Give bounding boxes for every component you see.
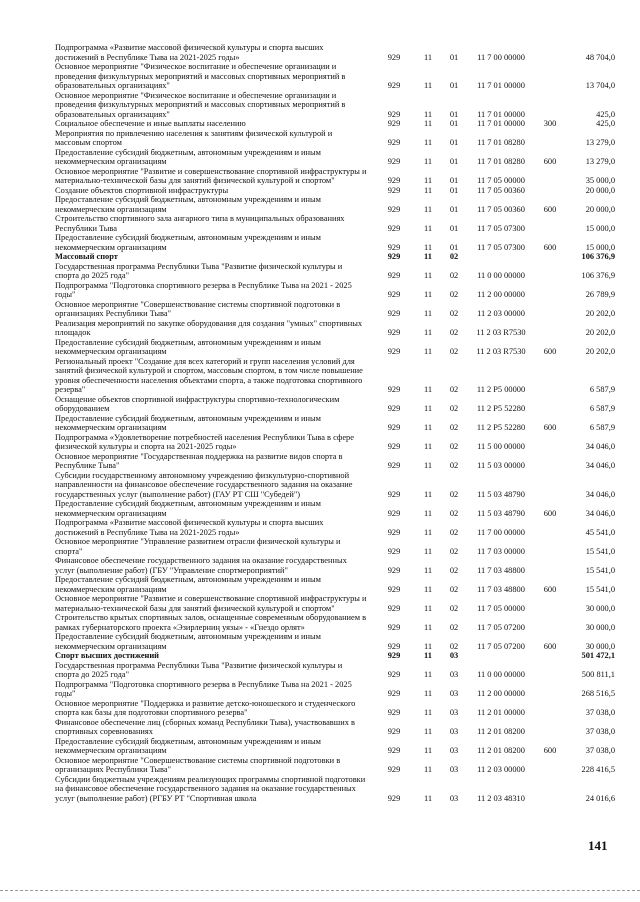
- cell-target-code: 11 7 00 00000: [477, 527, 525, 537]
- cell-subsection: 01: [449, 242, 459, 252]
- row-name: Предоставление субсидий бюджетным, автономным учреждениям и иным некоммерческим организациям: [55, 147, 321, 166]
- cell-amount: 425,0: [596, 119, 615, 128]
- cell-target-code: 11 5 03 48790: [477, 489, 525, 499]
- cell-ministry: 929: [387, 461, 401, 470]
- cell-expense-type: 600: [543, 242, 557, 252]
- cell-target-code: 11 2 03 R7530: [476, 328, 526, 337]
- cell-subsection: 02: [449, 622, 459, 632]
- cell-target-code: 11 7 03 48800: [477, 565, 525, 575]
- cell-target-code: 11 7 05 00000: [477, 176, 525, 185]
- row-name: Предоставление субсидий бюджетным, автономным учреждениям и иным некоммерческим организациям: [55, 632, 321, 651]
- row-name: Предоставление субсидий бюджетным, автономным учреждениям и иным некоммерческим организациям: [55, 575, 321, 594]
- cell-section: 11: [423, 670, 433, 679]
- table-row: [55, 62, 615, 91]
- cell-ministry: 929: [387, 309, 401, 318]
- cell-section: 11: [423, 461, 433, 470]
- table-row: [55, 756, 615, 775]
- table-row: [55, 338, 615, 357]
- cell-subsection: 01: [449, 52, 459, 62]
- cell-amount: 425,0: [596, 109, 615, 119]
- cell-subsection: 02: [449, 423, 459, 432]
- cell-target-code: 11 5 00 00000: [477, 442, 525, 451]
- cell-ministry: 929: [387, 546, 401, 556]
- cell-section: 11: [423, 765, 433, 774]
- row-name: Подпрограмма «Удовлетворение потребностей населения Республики Тыва в сфере физической культуры и спорта на 2021-2025 годы»: [55, 432, 354, 451]
- cell-subsection: 01: [449, 185, 459, 195]
- cell-subsection: 02: [449, 527, 459, 537]
- cell-amount: 6 587,9: [589, 404, 615, 413]
- cell-ministry: 929: [387, 138, 401, 147]
- row-name: Предоставление субсидий бюджетным, автономным учреждениям и иным некоммерческим организациям: [55, 413, 321, 432]
- cell-expense-type: 600: [543, 584, 557, 594]
- cell-amount: 268 516,5: [581, 689, 615, 698]
- cell-amount: 34 046,0: [585, 489, 615, 499]
- cell-ministry: 929: [387, 176, 401, 185]
- row-name: Субсидии бюджетным учреждениям реализующих программы спортивной подготовки на финансовое обеспечение государственного задания на оказание государственных услуг (выполнение работ) (РГБУ РТ "Спортивная школа: [55, 774, 366, 803]
- cell-ministry: 929: [387, 81, 401, 90]
- cell-subsection: 03: [449, 651, 459, 660]
- cell-amount: 15 541,0: [585, 546, 615, 556]
- row-name: Предоставление субсидий бюджетным, автономным учреждениям и иным некоммерческим организациям: [55, 233, 321, 252]
- cell-ministry: 929: [387, 489, 401, 499]
- table-row: [55, 737, 615, 756]
- cell-amount: 15 541,0: [585, 565, 615, 575]
- cell-section: 11: [423, 508, 433, 518]
- row-name: Реализация мероприятий по закупке оборудования для создания "умных" спортивных площадок: [55, 318, 363, 337]
- cell-amount: 37 038,0: [585, 727, 615, 736]
- table-row: [55, 518, 615, 537]
- cell-target-code: 11 7 05 07300: [477, 223, 525, 233]
- cell-section: 11: [423, 223, 433, 233]
- cell-section: 11: [423, 309, 433, 318]
- cell-amount: 20 000,0: [585, 204, 615, 214]
- cell-ministry: 929: [387, 157, 401, 166]
- cell-expense-type: 600: [543, 641, 557, 651]
- cell-ministry: 929: [387, 423, 401, 432]
- cell-section: 11: [423, 138, 433, 147]
- cell-ministry: 929: [387, 565, 401, 575]
- row-name: Подпрограмма «Развитие массовой физической культуры и спорта высших достижений в Республике Тыва на 2021-2025 годы»: [55, 43, 324, 62]
- cell-section: 11: [424, 651, 432, 660]
- cell-target-code: 11 2 01 00000: [477, 708, 525, 717]
- cell-amount: 15 000,0: [585, 223, 615, 233]
- cell-expense-type: 300: [543, 119, 557, 128]
- cell-expense-type: 600: [543, 508, 557, 518]
- row-name: Массовый спорт: [55, 252, 118, 261]
- row-name: Основное мероприятие "Поддержка и развитие детско-юношеского и студенческого спорта как базы для подготовки спортивного резерва": [55, 698, 356, 717]
- cell-amount: 35 000,0: [585, 176, 615, 185]
- row-name: Предоставление субсидий бюджетным, автономным учреждениям и иным некоммерческим организациям: [55, 195, 321, 214]
- table-row: [55, 148, 615, 167]
- cell-subsection: 03: [449, 727, 459, 736]
- table-row: [55, 414, 615, 433]
- cell-ministry: 929: [387, 52, 401, 62]
- cell-target-code: 11 5 03 00000: [477, 461, 525, 470]
- row-name: Спорт высших достижений: [55, 651, 160, 660]
- cell-ministry: 929: [387, 584, 401, 594]
- table-row: [55, 281, 615, 300]
- cell-section: 11: [423, 242, 433, 252]
- cell-target-code: 11 7 05 00360: [477, 185, 525, 195]
- cell-amount: 45 541,0: [585, 527, 615, 537]
- cell-section: 11: [423, 328, 433, 337]
- cell-target-code: 11 0 00 00000: [477, 670, 525, 679]
- table-row: [55, 319, 615, 338]
- row-name: Региональный проект "Создание для всех категорий и групп населения условий для занятий физической культурой и спортом, массовым спортом, в том числе повышение уровня обеспеченности населения объектами спорта, а также подготовка спортивного резерва": [55, 356, 363, 394]
- cell-section: 11: [423, 622, 433, 632]
- cell-target-code: 11 7 05 07300: [477, 242, 525, 252]
- cell-subsection: 01: [449, 138, 459, 147]
- cell-ministry: 929: [387, 622, 401, 632]
- row-name: Предоставление субсидий бюджетным, автономным учреждениям и иным некоммерческим организациям: [55, 499, 321, 518]
- cell-section: 11: [424, 252, 432, 261]
- cell-ministry: 929: [387, 708, 401, 717]
- cell-target-code: 11 7 01 00000: [477, 119, 525, 128]
- cell-expense-type: 600: [543, 157, 557, 166]
- cell-target-code: 11 7 03 00000: [477, 546, 525, 556]
- cell-amount: 34 046,0: [585, 508, 615, 518]
- cell-amount: 13 279,0: [585, 138, 615, 147]
- cell-target-code: 11 7 01 08280: [477, 138, 525, 147]
- row-name: Основное мероприятие "Совершенствование системы спортивной подготовки в организациях Республики Тыва": [55, 299, 341, 318]
- cell-section: 11: [423, 290, 433, 299]
- cell-section: 11: [423, 52, 433, 62]
- cell-amount: 20 202,0: [585, 347, 615, 356]
- cell-subsection: 03: [449, 670, 459, 679]
- cell-target-code: 11 2 00 00000: [477, 689, 525, 698]
- table-row: [55, 433, 615, 452]
- cell-amount: 20 202,0: [585, 309, 615, 318]
- row-name: Государственная программа Республики Тыва "Развитие физической культуры и спорта до 2025 года": [55, 261, 343, 280]
- cell-ministry: 929: [387, 641, 401, 651]
- cell-ministry: 929: [387, 508, 401, 518]
- cell-subsection: 02: [449, 508, 459, 518]
- cell-target-code: 11 2 03 00000: [477, 309, 525, 318]
- cell-ministry: 929: [387, 223, 401, 233]
- cell-amount: 34 046,0: [585, 461, 615, 470]
- table-row: [55, 91, 615, 120]
- cell-target-code: 11 2 P5 52280: [476, 423, 526, 432]
- table-row: [55, 43, 615, 62]
- cell-section: 11: [423, 746, 433, 755]
- cell-expense-type: 600: [543, 204, 557, 214]
- cell-section: 11: [423, 527, 433, 537]
- cell-amount: 15 000,0: [585, 242, 615, 252]
- cell-amount: 48 704,0: [585, 52, 615, 62]
- cell-subsection: 01: [449, 204, 459, 214]
- cell-ministry: 929: [387, 689, 401, 698]
- cell-ministry: 929: [387, 746, 401, 755]
- cell-subsection: 02: [449, 290, 459, 299]
- cell-target-code: 11 2 P5 00000: [476, 385, 526, 394]
- row-name: Основное мероприятие "Развитие и совершенствование спортивной инфраструктуры и материально-технической базы для занятий физической культурой и спортом": [55, 594, 367, 613]
- cell-section: 11: [423, 271, 433, 280]
- row-name: Подпрограмма "Подготовка спортивного резерва в Республике Тыва на 2021 - 2025 годы": [55, 679, 352, 698]
- cell-ministry: 929: [387, 290, 401, 299]
- row-name: Подпрограмма "Подготовка спортивного резерва в Республике Тыва на 2021 - 2025 годы": [55, 280, 352, 299]
- cell-subsection: 01: [449, 223, 459, 233]
- table-row: [55, 699, 615, 718]
- cell-section: 11: [423, 185, 433, 195]
- cell-amount: 26 789,9: [585, 290, 615, 299]
- cell-target-code: 11 2 03 48310: [477, 793, 525, 803]
- cell-expense-type: 600: [543, 423, 557, 432]
- table-row: [55, 718, 615, 737]
- cell-ministry: 929: [387, 204, 401, 214]
- cell-amount: 30 000,0: [585, 622, 615, 632]
- table-row: [55, 119, 615, 129]
- cell-section: 11: [423, 119, 433, 128]
- cell-target-code: 11 7 01 00000: [477, 81, 525, 90]
- cell-amount: 6 587,9: [589, 423, 615, 432]
- cell-ministry: 929: [387, 727, 401, 736]
- cell-section: 11: [423, 347, 433, 356]
- cell-amount: 228 416,5: [581, 765, 615, 774]
- cell-subsection: 01: [449, 157, 459, 166]
- row-name: Финансовое обеспечение государственного задания на оказание государственных услуг (выполнение работ) (ГБУ "Управление спортмероприятий": [55, 556, 347, 575]
- cell-amount: 34 046,0: [585, 442, 615, 451]
- table-row: [55, 233, 615, 252]
- cell-ministry: 929: [387, 119, 401, 128]
- cell-subsection: 01: [449, 109, 459, 119]
- cell-amount: 30 000,0: [585, 641, 615, 651]
- table-row: [55, 357, 615, 395]
- cell-amount: 20 202,0: [585, 328, 615, 337]
- cell-target-code: 11 7 05 07200: [477, 622, 525, 632]
- cell-section: 11: [423, 565, 433, 575]
- row-name: Основное мероприятие "Государственная поддержка на развитие видов спорта в Республике Тыва": [55, 451, 343, 470]
- cell-subsection: 02: [449, 461, 459, 470]
- cell-section: 11: [423, 546, 433, 556]
- cell-subsection: 02: [449, 442, 459, 451]
- cell-subsection: 02: [449, 252, 459, 261]
- row-name: Основное мероприятие "Управление развитием отрасли физической культуры и спорта": [55, 537, 341, 556]
- row-name: Подпрограмма «Развитие массовой физической культуры и спорта высших достижений в Республике Тыва на 2021-2025 годы»: [55, 518, 324, 537]
- cell-ministry: 929: [387, 404, 401, 413]
- cell-ministry: 929: [387, 328, 401, 337]
- cell-subsection: 01: [449, 176, 459, 185]
- cell-section: 11: [423, 489, 433, 499]
- cell-section: 11: [423, 109, 433, 119]
- cell-section: 11: [423, 641, 433, 651]
- cell-subsection: 03: [449, 765, 459, 774]
- row-name: Социальное обеспечение и иные выплаты населению: [55, 119, 246, 128]
- cell-section: 11: [423, 81, 433, 90]
- cell-target-code: 11 7 05 00360: [477, 204, 525, 214]
- row-name: Создание объектов спортивной инфраструктуры: [55, 185, 229, 195]
- cell-amount: 37 038,0: [585, 708, 615, 717]
- table-row: [55, 214, 615, 233]
- table-row: [55, 632, 615, 651]
- page-number: 141: [588, 838, 608, 853]
- cell-amount: 15 541,0: [585, 584, 615, 594]
- cell-amount: 501 472,1: [581, 651, 615, 660]
- cell-ministry: 929: [387, 109, 401, 119]
- cell-amount: 6 587,9: [589, 385, 615, 394]
- cell-target-code: 11 2 P5 52280: [476, 404, 526, 413]
- table-row: [55, 300, 615, 319]
- cell-expense-type: 600: [543, 746, 557, 755]
- scan-edge-line: [0, 890, 640, 891]
- cell-section: 11: [423, 176, 433, 185]
- cell-subsection: 03: [449, 689, 459, 698]
- cell-ministry: 929: [387, 242, 401, 252]
- row-name: Строительство крытых спортивных залов, оснащенные современным оборудованием в рамках губернаторского проекта «Эзирлерниң уязы» - «Гнездо орлят»: [55, 613, 367, 632]
- cell-section: 11: [423, 584, 433, 594]
- row-name: Предоставление субсидий бюджетным, автономным учреждениям и иным некоммерческим организациям: [55, 337, 321, 356]
- row-name: Мероприятия по привлечению населения к занятиям физической культурой и массовым спортом: [55, 128, 333, 147]
- table-row: [55, 775, 615, 804]
- cell-target-code: 11 7 00 00000: [477, 52, 525, 62]
- table-row: [55, 661, 615, 680]
- cell-amount: 20 000,0: [585, 185, 615, 195]
- table-row: [55, 537, 615, 556]
- cell-section: 11: [423, 603, 433, 613]
- cell-subsection: 02: [449, 404, 459, 413]
- cell-section: 11: [423, 404, 433, 413]
- cell-target-code: 11 2 03 R7530: [476, 347, 526, 356]
- table-row: [55, 613, 615, 632]
- row-name: Строительство спортивного зала ангарного типа в муниципальных образованиях Республики Тыва: [55, 214, 345, 233]
- table-row: [55, 262, 615, 281]
- cell-amount: 24 016,6: [585, 793, 615, 803]
- table-row: [55, 471, 615, 500]
- section-header-row: [55, 651, 615, 661]
- row-name: Финансовое обеспечение лиц (сборных команд Республики Тыва), участвовавших в спортивных соревнованиях: [55, 717, 355, 736]
- cell-section: 11: [423, 423, 433, 432]
- cell-ministry: 929: [387, 670, 401, 679]
- cell-subsection: 02: [449, 584, 459, 594]
- cell-subsection: 02: [449, 565, 459, 575]
- cell-subsection: 03: [449, 708, 459, 717]
- cell-subsection: 03: [449, 746, 459, 755]
- cell-amount: 13 279,0: [585, 157, 615, 166]
- row-name: Основное мероприятие "Развитие и совершенствование спортивной инфраструктуры и материально-технической базы для занятий физической культурой и спортом": [55, 166, 367, 185]
- cell-target-code: 11 2 01 08200: [477, 727, 525, 736]
- row-name: Государственная программа Республики Тыва "Развитие физической культуры и спорта до 2025 года": [55, 660, 343, 679]
- cell-ministry: 929: [387, 527, 401, 537]
- cell-ministry: 929: [387, 271, 401, 280]
- cell-target-code: 11 7 03 48800: [477, 584, 525, 594]
- cell-section: 11: [423, 727, 433, 736]
- cell-ministry: 929: [387, 252, 401, 261]
- cell-section: 11: [423, 689, 433, 698]
- cell-section: 11: [423, 385, 433, 394]
- table-row: [55, 195, 615, 214]
- cell-subsection: 02: [449, 603, 459, 613]
- row-name: Основное мероприятие "Физическое воспитание и обеспечение организации и проведения физкультурных мероприятий и массовых спортивных мероприятий в образовательных организациях": [55, 90, 346, 119]
- cell-ministry: 929: [387, 793, 401, 803]
- cell-amount: 500 811,1: [581, 670, 615, 679]
- cell-target-code: 11 2 03 00000: [477, 765, 525, 774]
- cell-subsection: 03: [449, 793, 459, 803]
- table-row: [55, 594, 615, 613]
- table-row: [55, 575, 615, 594]
- cell-ministry: 929: [387, 442, 401, 451]
- table-row: [55, 167, 615, 186]
- cell-subsection: 02: [449, 641, 459, 651]
- cell-target-code: 11 7 05 07200: [477, 641, 525, 651]
- cell-subsection: 02: [449, 309, 459, 318]
- table-row: [55, 186, 615, 196]
- table-row: [55, 680, 615, 699]
- cell-ministry: 929: [387, 765, 401, 774]
- cell-subsection: 02: [449, 489, 459, 499]
- cell-section: 11: [423, 442, 433, 451]
- cell-section: 11: [423, 204, 433, 214]
- table-row: [55, 499, 615, 518]
- cell-amount: 37 038,0: [585, 746, 615, 755]
- cell-target-code: 11 7 05 00000: [477, 603, 525, 613]
- row-name: Основное мероприятие "Физическое воспитание и обеспечение организации и проведения физкультурных мероприятий и массовых спортивных мероприятий в образовательных организациях": [55, 62, 346, 90]
- cell-subsection: 02: [449, 328, 459, 337]
- cell-subsection: 01: [449, 119, 459, 128]
- cell-amount: 106 376,9: [581, 252, 615, 261]
- cell-subsection: 02: [449, 546, 459, 556]
- cell-subsection: 01: [449, 81, 459, 90]
- cell-ministry: 929: [387, 347, 401, 356]
- cell-subsection: 02: [449, 271, 459, 280]
- budget-table: [55, 43, 615, 803]
- cell-target-code: 11 0 00 00000: [477, 271, 525, 280]
- row-name: Субсидии государственному автономному учреждению физкультурно-спортивной направленности на финансовое обеспечение государственного задания на оказание государственных услуг (выполнение работ) (ГАУ РТ СШ "Субедей"): [55, 470, 353, 499]
- row-name: Основное мероприятие "Совершенствование системы спортивной подготовки в организациях Республики Тыва": [55, 755, 341, 774]
- cell-ministry: 929: [387, 603, 401, 613]
- cell-amount: 30 000,0: [585, 603, 615, 613]
- cell-section: 11: [423, 157, 433, 166]
- cell-amount: 106 376,9: [581, 271, 615, 280]
- cell-subsection: 02: [449, 385, 459, 394]
- cell-amount: 13 704,0: [585, 81, 615, 90]
- cell-target-code: 11 7 01 00000: [477, 109, 525, 119]
- cell-expense-type: 600: [543, 347, 557, 356]
- table-row: [55, 129, 615, 148]
- cell-ministry: 929: [387, 385, 401, 394]
- cell-target-code: 11 2 01 08200: [477, 746, 525, 755]
- cell-section: 11: [423, 708, 433, 717]
- cell-ministry: 929: [387, 651, 401, 660]
- table-row: [55, 452, 615, 471]
- cell-target-code: 11 2 00 00000: [477, 290, 525, 299]
- table-row: [55, 556, 615, 575]
- cell-subsection: 02: [449, 347, 459, 356]
- row-name: Предоставление субсидий бюджетным, автономным учреждениям и иным некоммерческим организациям: [55, 736, 321, 755]
- row-name: Оснащение объектов спортивной инфраструктуры спортивно-технологическим оборудованием: [55, 394, 340, 413]
- cell-target-code: 11 5 03 48790: [477, 508, 525, 518]
- cell-section: 11: [423, 793, 433, 803]
- cell-ministry: 929: [387, 185, 401, 195]
- cell-target-code: 11 7 01 08280: [477, 157, 525, 166]
- table-row: [55, 395, 615, 414]
- section-header-row: [55, 252, 615, 262]
